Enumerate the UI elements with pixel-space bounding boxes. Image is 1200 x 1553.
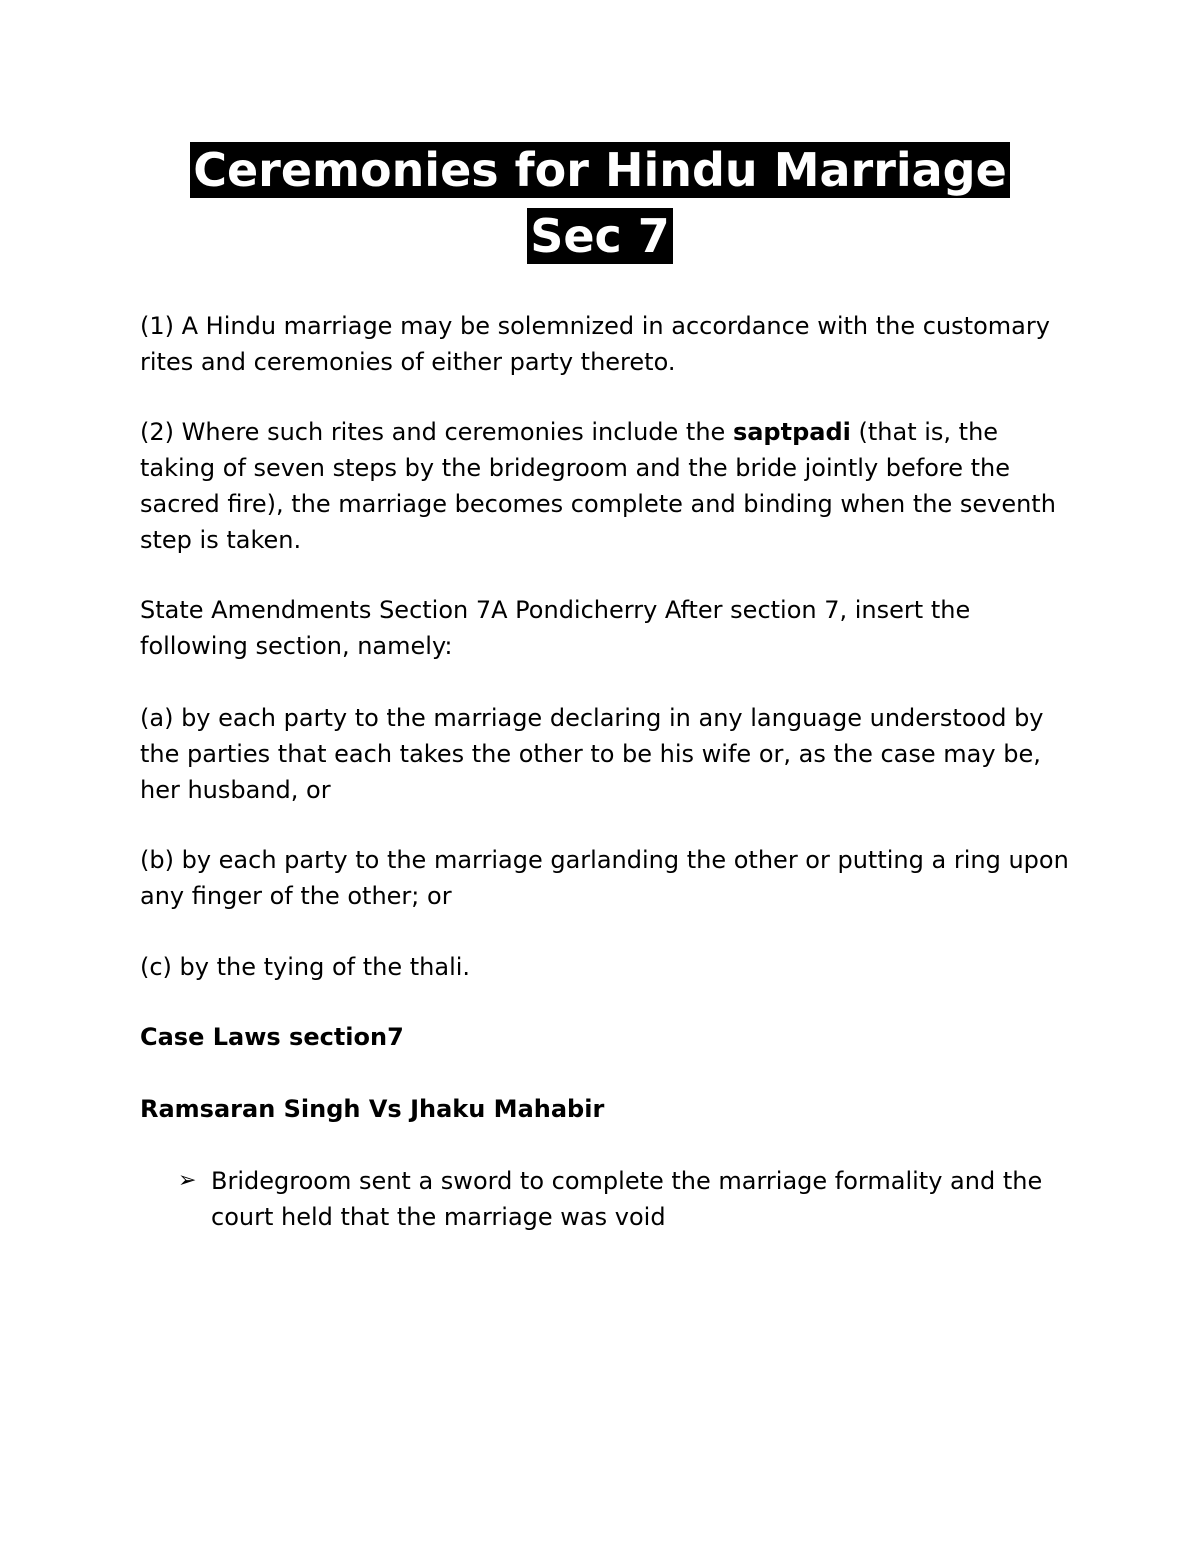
- paragraph-b: (b) by each party to the marriage garlanding the other or putting a ring upon any finger of the other; or: [140, 846, 1069, 910]
- heading-case-name: Ramsaran Singh Vs Jhaku Mahabir: [140, 1095, 605, 1123]
- paragraph-state-amendments: State Amendments Section 7A Pondicherry After section 7, insert the following section, namely:: [140, 596, 971, 660]
- title-line-2: Sec 7: [527, 208, 673, 264]
- paragraph-1: (1) A Hindu marriage may be solemnized in accordance with the customary rites and ceremonies of either party thereto.: [140, 312, 1050, 376]
- paragraph-2-end: (that is, the taking of seven steps by the bridegroom and the bride jointly before the sacred fire), the marriage becomes complete and binding when the seventh step is taken.: [140, 418, 1056, 554]
- document-title: [0, 142, 1200, 274]
- paragraph-2: [140, 414, 1070, 558]
- bullet-text: Bridegroom sent a sword to complete the marriage formality and the court held that the marriage was void: [211, 1167, 1043, 1231]
- heading-case-laws: Case Laws section7: [140, 1023, 404, 1051]
- paragraph-2-start: (2) Where such rites and ceremonies include the: [140, 418, 733, 446]
- arrowhead-bullet-icon: ➢: [178, 1168, 197, 1193]
- paragraph-c: (c) by the tying of the thali.: [140, 953, 471, 981]
- paragraph-a: (a) by each party to the marriage declaring in any language understood by the parties that each takes the other to be his wife or, as the case may be, her husband, or: [140, 704, 1044, 804]
- saptpadi-term: saptpadi: [732, 418, 851, 446]
- title-line-1: Ceremonies for Hindu Marriage: [190, 142, 1010, 198]
